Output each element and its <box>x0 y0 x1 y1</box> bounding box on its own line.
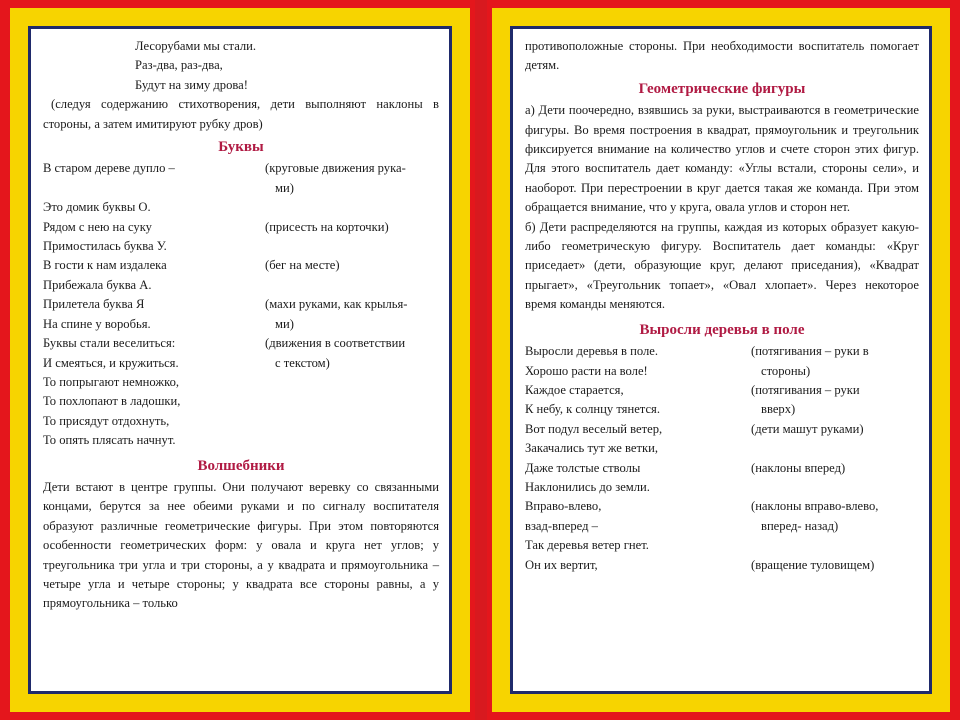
poem-row: Даже толстые стволы (наклоны вперед) <box>525 460 846 475</box>
poem-row: То опять плясать начнут. <box>43 433 176 448</box>
poem-row: ми) <box>275 180 294 195</box>
section-title-geometric-figures: Геометрические фигуры <box>638 80 806 97</box>
trees-poem <box>525 342 919 575</box>
left-page-inner <box>28 26 452 694</box>
poem-row: Каждое старается, (потягивания – руки <box>525 382 860 397</box>
left-page <box>10 8 470 712</box>
poem-row: К небу, к солнцу тянется. вверх) <box>525 402 796 417</box>
poem-row: Выросли деревья в поле. (потягивания – руки в <box>525 344 869 359</box>
geometric-figures-part-b: б) Дети распределяются на группы, каждая из которых образует какую-либо геометрическую фигуру. Воспитатель дает команды: «Круг приседает» (дети, образующие круг, делают приседания), «Квадрат прыгает», «Треугольник топает», «Овал хлопает». Через некоторое время команды меняются. <box>525 219 919 312</box>
right-page-content <box>525 37 919 575</box>
section-title-bukvy: Буквы <box>218 139 264 156</box>
poem-row: На спине у воробья. ми) <box>43 316 294 331</box>
poem-row: То попрыгают немножко, <box>43 374 180 389</box>
poem-row: Хорошо расти на воле! стороны) <box>525 363 811 378</box>
lesorub-poem <box>43 37 439 95</box>
poem-row: Это домик буквы О. <box>43 200 151 215</box>
poem-row: То присядут отдохнуть, <box>43 413 170 428</box>
page-divider <box>475 0 487 720</box>
poem-row: взад-вперед – вперед- назад) <box>525 518 839 533</box>
poem-row: В старом дереве дупло – (круговые движения рука- <box>43 161 406 176</box>
poem-row: То похлопают в ладошки, <box>43 394 181 409</box>
poem-row: Рядом с нею на суку (присесть на корточки) <box>43 219 389 234</box>
poem-row: Вот подул веселый ветер, (дети машут руками) <box>525 421 864 436</box>
poem-line: Лесорубами мы стали. <box>135 39 257 53</box>
right-page <box>492 8 950 712</box>
poem-row: Прилетела буква Я (махи руками, как крылья- <box>43 297 408 312</box>
lesorub-note: (следуя содержанию стихотворения, дети выполняют наклоны в стороны, а затем имитируют рубку дров) <box>43 97 439 131</box>
poem-row: Наклонились до земли. <box>525 479 650 494</box>
poem-row: И смеяться, и кружиться. с текстом) <box>43 355 330 370</box>
poem-row: Буквы стали веселиться: (движения в соответствии <box>43 336 406 351</box>
poem-row: В гости к нам издалека (бег на месте) <box>43 258 340 273</box>
geometric-figures-part-a: а) Дети поочередно, взявшись за руки, выстраиваются в геометрические фигуры. Во время построения в квадрат, прямоугольник и треугольник фиксируется внимание на количество углов и счете сторон этих фигур. Для этого воспитатель дает команду: «Углы встали, стороны сели», и наоборот. При перестроении в круг дается такая же команда. При этом обращается внимание, что у круга, овала углов и сторон нет. <box>525 103 919 215</box>
right-page-inner <box>510 26 932 694</box>
poem-row: Он их вертит, (вращение туловищем) <box>525 557 875 572</box>
volshebniki-text: Дети встают в центре группы. Они получают веревку со связанными концами, берутся за нее обеими руками и по сигналу воспитателя образуют различные геометрические фигуры. При этом повторяются особенности геометрических форм: у овала и круга нет углов; у треугольника три угла и три стороны, а у квадрата и прямоугольника – четыре угла и четыре стороны; у квадрата все стороны равны, а у прямоугольника – только <box>43 479 439 611</box>
poem-row: Так деревья ветер гнет. <box>525 538 649 553</box>
poem-row: Прибежала буква А. <box>43 277 152 292</box>
poem-line: Раз-два, раз-два, <box>135 58 223 73</box>
poem-row: Вправо-влево, (наклоны вправо-влево, <box>525 499 879 514</box>
poem-row: Закачались тут же ветки, <box>525 441 658 456</box>
bukvy-poem <box>43 159 439 450</box>
continued-text: противоположные стороны. При необходимости воспитатель помогает детям. <box>525 39 919 73</box>
section-title-trees: Выросли деревья в поле <box>639 321 805 338</box>
left-page-content <box>43 37 439 614</box>
poem-line: Будут на зиму дрова! <box>135 77 248 92</box>
poem-row: Примостилась буква У. <box>43 239 167 254</box>
section-title-volshebniki: Волшебники <box>197 457 285 474</box>
